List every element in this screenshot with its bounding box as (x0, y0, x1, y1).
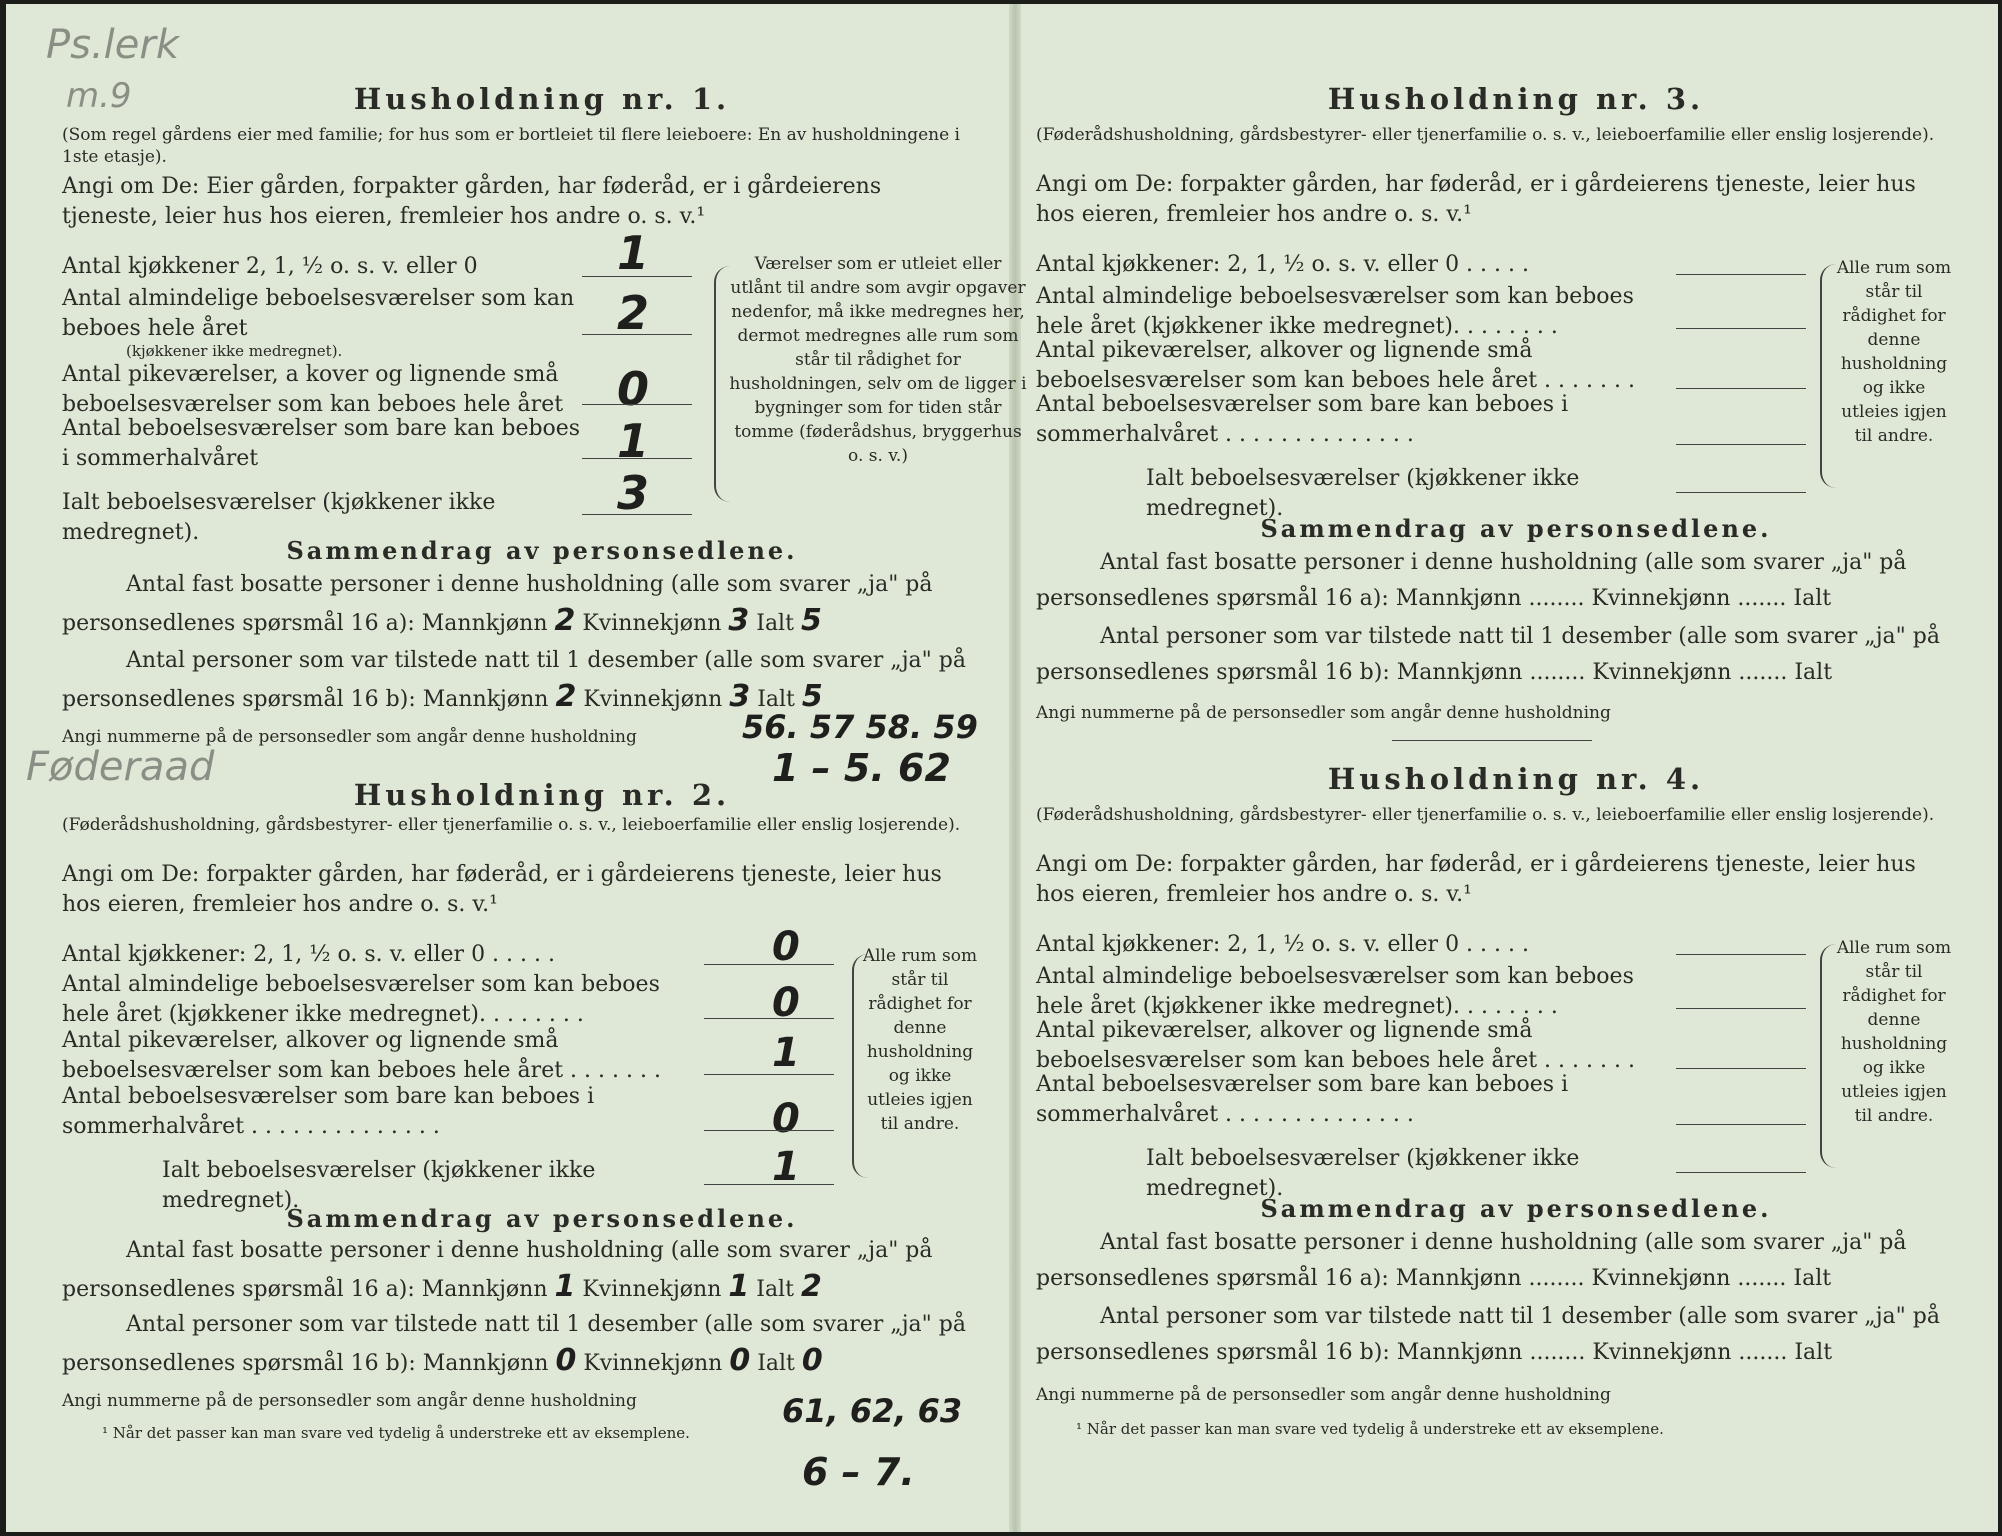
household-2-note: (Føderådshusholdning, gårdsbestyrer- eller tjenerfamilie o. s. v., leieboerfamilie eller enslig losjerende). (62, 815, 961, 835)
h1-side-note: Værelser som er utleiet eller utlånt til andre som avgir opgaver nedenfor, må ikke medregnes her, dermot medregnes alle rum som står til rådighet for husholdningen, selv om de ligger i bygninger som for tiden står tomme (føderådshus, bryggerhus o. s. v.) (729, 254, 1027, 466)
household-2-question: Angi om De: forpakter gården, har føderåd, er i gårdeierens tjeneste, leier hus hos eieren, fremleier hos andre o. s. v.¹ (62, 862, 942, 917)
h1-summary-a-text: Antal fast bosatte personer i denne husholdning (alle som svarer „ja" på (126, 572, 933, 597)
h4-row-kitchens: Antal kjøkkener: 2, 1, ½ o. s. v. eller 0 . . . . . (1036, 932, 1529, 957)
h2-summary-b-fields: personsedlenes spørsmål 16 b): Mannkjønn 0 Kvinnekjønn 0 Ialt 0 (62, 1343, 823, 1378)
h3-row-small: Antal pikeværelser, alkover og lignende små beboelsesværelser som kan beboes hele året . . . . . . . (1036, 338, 1635, 393)
household-4-note: (Føderådshusholdning, gårdsbestyrer- eller tjenerfamilie o. s. v., leieboerfamilie eller enslig losjerende). (1036, 805, 1935, 825)
pencil-note-top: Ps.lerk (46, 22, 180, 68)
h4-summary-title: Sammendrag av personsedlene. (1260, 1194, 1772, 1223)
h1-value-total: 3 (617, 466, 650, 520)
census-sheet (6, 4, 1998, 1532)
h2-value-small: 1 (772, 1030, 800, 1076)
h1-numbers-range: 1 – 5. 62 (772, 746, 951, 790)
h1-row-kitchens-label: Antal kjøkkener 2, 1, ½ o. s. v. eller 0 (62, 254, 478, 279)
household-1-question: Angi om De: Eier gården, forpakter gården, har føderåd, er i gårdeierens tjeneste, leier hus hos eieren, fremleier hos andre o. s. v.¹ (62, 174, 882, 229)
h1-value-kitchens: 1 (617, 226, 650, 280)
h4-row-ordinary: Antal almindelige beboelsesværelser som kan beboes hele året (kjøkkener ikke medregnet). . . . . . . . (1036, 964, 1634, 1019)
h4-side-note: Alle rum som står til rådighet for denne husholdning og ikke utleies igjen til andre. (1836, 938, 1952, 1126)
h3-side-note: Alle rum som står til rådighet for denne husholdning og ikke utleies igjen til andre. (1836, 258, 1952, 446)
household-3-title: Husholdning nr. 3. (1327, 82, 1705, 116)
h4-summary-b-text: Antal personer som var tilstede natt til 1 desember (alle som svarer „ja" på (1100, 1304, 1940, 1329)
h4-summary-b-fields: personsedlenes spørsmål 16 b): Mannkjønn ........ Kvinnekjønn ....... Ialt (1036, 1340, 1833, 1365)
household-2-title: Husholdning nr. 2. (353, 778, 731, 812)
h3-row-summer: Antal beboelsesværelser som bare kan beboes i sommerhalvåret . . . . . . . . . . . . . . (1036, 392, 1569, 447)
h1-value-ordinary: 2 (617, 286, 650, 340)
household-4-question: Angi om De: forpakter gården, har føderåd, er i gårdeierens tjeneste, leier hus hos eieren, fremleier hos andre o. s. v.¹ (1036, 852, 1916, 907)
h1-row-small-label: Antal pikeværelser, a kover og lignende små beboelsesværelser som kan beboes hele året (62, 362, 564, 417)
h1-summary-a-fields: personsedlenes spørsmål 16 a): Mannkjønn 2 Kvinnekjønn 3 Ialt 5 (62, 603, 822, 638)
h3-row-total: Ialt beboelsesværelser (kjøkkener ikke medregnet). (1146, 466, 1580, 521)
h4-row-summer: Antal beboelsesværelser som bare kan beboes i sommerhalvåret . . . . . . . . . . . . . . (1036, 1072, 1569, 1127)
h2-value-summer: 0 (772, 1096, 800, 1142)
h3-summary-a-text: Antal fast bosatte personer i denne husholdning (alle som svarer „ja" på (1100, 550, 1907, 575)
h3-summary-title: Sammendrag av personsedlene. (1260, 514, 1772, 543)
household-3-question: Angi om De: forpakter gården, har føderåd, er i gårdeierens tjeneste, leier hus hos eieren, fremleier hos andre o. s. v.¹ (1036, 172, 1916, 227)
household-1-title: Husholdning nr. 1. (353, 82, 731, 116)
h1-numbers-label: Angi nummerne på de personsedler som angår denne husholdning (62, 727, 637, 747)
footnote-left: ¹ Når det passer kan man svare ved tydelig å understreke ett av eksemplene. (102, 1424, 690, 1442)
h2-row-small: Antal pikeværelser, alkover og lignende små beboelsesværelser som kan beboes hele året . . . . . . . (62, 1028, 661, 1083)
h2-row-kitchens: Antal kjøkkener: 2, 1, ½ o. s. v. eller 0 . . . . . (62, 942, 555, 967)
household-1-note: (Som regel gårdens eier med familie; for hus som er bortleiet til flere leieboere: En av husholdningene i 1ste etasje). (62, 125, 960, 167)
h2-summary-b-text: Antal personer som var tilstede natt til 1 desember (alle som svarer „ja" på (126, 1312, 966, 1337)
h1-row-small (62, 360, 582, 420)
h2-value-kitchens: 0 (772, 924, 800, 970)
h4-row-total: Ialt beboelsesværelser (kjøkkener ikke medregnet). (1146, 1146, 1580, 1201)
pencil-note-m9: m.9 (66, 76, 132, 116)
pencil-note-foderaad: Føderaad (26, 744, 215, 790)
h1-row-ordinary-note: (kjøkkener ikke medregnet). (126, 342, 343, 360)
h3-row-kitchens: Antal kjøkkener: 2, 1, ½ o. s. v. eller 0 . . . . . (1036, 252, 1529, 277)
h2-summary-a-fields: personsedlenes spørsmål 16 a): Mannkjønn 1 Kvinnekjønn 1 Ialt 2 (62, 1269, 822, 1304)
household-4-title: Husholdning nr. 4. (1327, 762, 1705, 796)
h2-numbers-label: Angi nummerne på de personsedler som angår denne husholdning (62, 1391, 637, 1411)
h1-summary-title: Sammendrag av personsedlene. (286, 536, 798, 565)
h2-row-ordinary: Antal almindelige beboelsesværelser som kan beboes hele året (kjøkkener ikke medregnet). . . . . . . . (62, 972, 660, 1027)
h4-summary-a-fields: personsedlenes spørsmål 16 a): Mannkjønn ........ Kvinnekjønn ....... Ialt (1036, 1266, 1832, 1291)
h2-numbers-range: 6 – 7. (802, 1450, 915, 1494)
h3-summary-a-fields: personsedlenes spørsmål 16 a): Mannkjønn ........ Kvinnekjønn ....... Ialt (1036, 586, 1832, 611)
h1-row-kitchens (62, 252, 582, 282)
h1-row-summer-label: Antal beboelsesværelser som bare kan beboes i sommerhalvåret (62, 416, 581, 471)
household-3-note: (Føderådshusholdning, gårdsbestyrer- eller tjenerfamilie o. s. v., leieboerfamilie eller enslig losjerende). (1036, 125, 1935, 145)
h4-row-small: Antal pikeværelser, alkover og lignende små beboelsesværelser som kan beboes hele året . . . . . . . (1036, 1018, 1635, 1073)
h1-value-summer: 1 (617, 414, 650, 468)
footnote-right: ¹ Når det passer kan man svare ved tydelig å understreke ett av eksemplene. (1076, 1420, 1664, 1438)
h2-summary-a-text: Antal fast bosatte personer i denne husholdning (alle som svarer „ja" på (126, 1238, 933, 1263)
h4-numbers-label: Angi nummerne på de personsedler som angår denne husholdning (1036, 1385, 1611, 1405)
h1-row-ordinary-label: Antal almindelige beboelsesværelser som kan beboes hele året (62, 286, 575, 341)
h3-summary-b-text: Antal personer som var tilstede natt til 1 desember (alle som svarer „ja" på (1100, 624, 1940, 649)
h3-summary-b-fields: personsedlenes spørsmål 16 b): Mannkjønn ........ Kvinnekjønn ....... Ialt (1036, 660, 1833, 685)
h1-row-summer (62, 414, 582, 474)
h2-numbers-value: 61, 62, 63 (782, 1392, 963, 1430)
h2-value-ordinary: 0 (772, 980, 800, 1026)
h2-row-total: Ialt beboelsesværelser (kjøkkener ikke medregnet). (162, 1158, 596, 1213)
h1-numbers-value: 56. 57 58. 59 (742, 708, 978, 746)
h1-row-total-label: Ialt beboelsesværelser (kjøkkener ikke medregnet). (62, 490, 496, 545)
h1-row-ordinary (62, 284, 582, 344)
h1-value-small: 0 (617, 362, 650, 416)
left-page (62, 4, 1027, 1532)
h3-numbers-label: Angi nummerne på de personsedler som angår denne husholdning (1036, 703, 1611, 723)
h3-row-ordinary: Antal almindelige beboelsesværelser som kan beboes hele året (kjøkkener ikke medregnet). . . . . . . . (1036, 284, 1634, 339)
h1-summary-b-text: Antal personer som var tilstede natt til 1 desember (alle som svarer „ja" på (126, 648, 966, 673)
h4-summary-a-text: Antal fast bosatte personer i denne husholdning (alle som svarer „ja" på (1100, 1230, 1907, 1255)
h2-row-summer: Antal beboelsesværelser som bare kan beboes i sommerhalvåret . . . . . . . . . . . . . . (62, 1084, 595, 1139)
h2-value-total: 1 (772, 1144, 800, 1190)
h1-summary-b-fields: personsedlenes spørsmål 16 b): Mannkjønn 2 Kvinnekjønn 3 Ialt 5 (62, 679, 823, 714)
h2-summary-title: Sammendrag av personsedlene. (286, 1204, 798, 1233)
right-page (1036, 4, 1996, 1532)
h2-side-note: Alle rum som står til rådighet for denne husholdning og ikke utleies igjen til andre. (862, 946, 978, 1134)
